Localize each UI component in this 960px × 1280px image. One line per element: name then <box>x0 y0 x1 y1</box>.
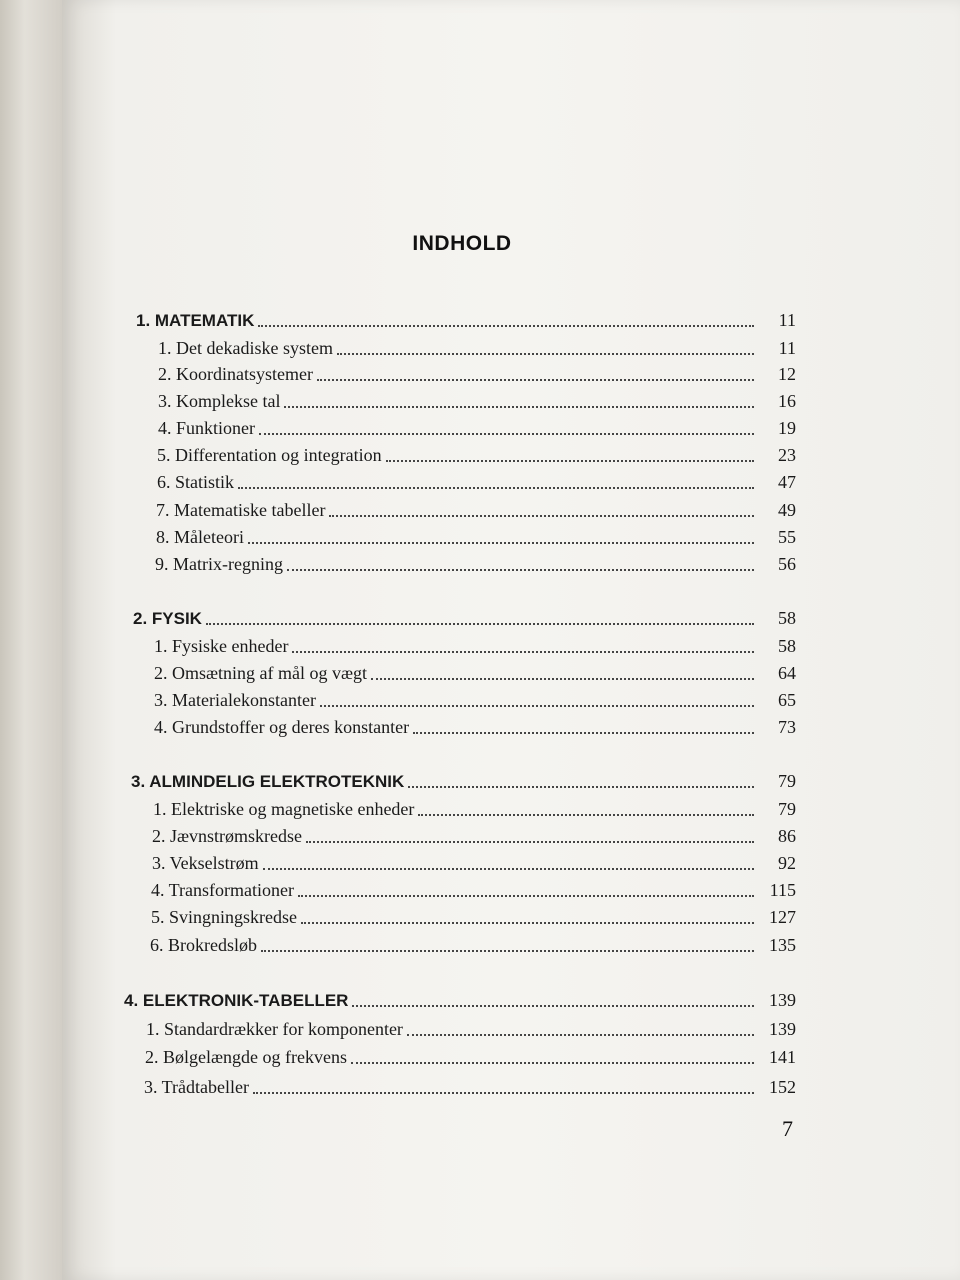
dot-leader <box>259 429 754 435</box>
toc-item-page: 64 <box>778 663 796 683</box>
toc-item-label: 3. Vekselstrøm <box>152 853 259 873</box>
toc-item-label: 7. Matematiske tabeller <box>156 500 326 520</box>
toc-item-label: 4. Transformationer <box>151 880 294 900</box>
toc-item <box>156 527 796 548</box>
toc-section-fysik <box>133 608 796 629</box>
dot-leader <box>407 1030 754 1036</box>
dot-leader <box>301 918 754 924</box>
toc-item-page: 47 <box>778 472 796 492</box>
dot-leader <box>306 837 754 843</box>
section-heading: 4. ELEKTRONIK-TABELLER <box>124 991 349 1010</box>
dot-leader <box>248 538 754 544</box>
toc-item-label: 4. Funktioner <box>158 418 255 438</box>
dot-leader <box>253 1088 754 1094</box>
page-title: INDHOLD <box>412 232 512 255</box>
toc-item-page: 79 <box>778 799 796 819</box>
toc-item <box>151 880 796 901</box>
toc-item <box>144 1077 796 1098</box>
toc-item-page: 16 <box>778 391 796 411</box>
dot-leader <box>258 321 754 327</box>
toc-item <box>154 663 796 684</box>
page-number: 7 <box>782 1116 793 1141</box>
toc-item-label: 2. Jævnstrømskredse <box>152 826 302 846</box>
toc-item-label: 2. Bølgelængde og frekvens <box>145 1047 347 1067</box>
toc-section-almindelig-elektroteknik <box>131 771 796 792</box>
dot-leader <box>329 511 754 517</box>
toc-item-label: 3. Komplekse tal <box>158 391 281 411</box>
toc-item-page: 92 <box>778 853 796 873</box>
toc-item-page: 11 <box>778 338 796 358</box>
toc-item-label: 2. Koordinatsystemer <box>158 364 313 384</box>
toc-item <box>152 826 796 847</box>
toc-section-matematik <box>136 310 796 331</box>
toc-item <box>158 338 796 359</box>
toc-item <box>158 418 796 439</box>
toc-item <box>154 717 796 738</box>
dot-leader <box>261 946 754 952</box>
toc-item <box>157 445 796 466</box>
dot-leader <box>386 456 754 462</box>
toc-item-label: 1. Standardrækker for komponenter <box>146 1019 403 1039</box>
toc-item-page: 115 <box>769 880 796 900</box>
toc-item <box>151 907 796 928</box>
section-page: 58 <box>778 608 796 628</box>
toc-item-page: 19 <box>778 418 796 438</box>
toc-item-page: 12 <box>778 364 796 384</box>
dot-leader <box>337 349 754 355</box>
dot-leader <box>371 674 754 680</box>
toc-item-page: 127 <box>769 907 796 927</box>
dot-leader <box>351 1058 754 1064</box>
toc-item-label: 8. Måleteori <box>156 527 244 547</box>
toc-item-page: 23 <box>778 445 796 465</box>
toc-item <box>158 391 796 412</box>
toc-item-page: 152 <box>769 1077 796 1097</box>
dot-leader <box>263 864 754 870</box>
section-page: 139 <box>769 990 796 1010</box>
dot-leader <box>352 1001 754 1007</box>
dot-leader <box>320 701 754 707</box>
toc-item-label: 1. Fysiske enheder <box>154 636 289 656</box>
dot-leader <box>298 891 754 897</box>
dot-leader <box>317 375 754 381</box>
toc-item-label: 6. Brokredsløb <box>150 935 257 955</box>
toc-item-label: 3. Materialekonstanter <box>154 690 316 710</box>
toc-item-page: 49 <box>778 500 796 520</box>
dot-leader <box>292 647 754 653</box>
toc-item-label: 3. Trådtabeller <box>144 1077 249 1097</box>
toc-item-page: 65 <box>778 690 796 710</box>
toc-item <box>154 636 796 657</box>
toc-item-page: 86 <box>778 826 796 846</box>
section-page: 11 <box>778 310 796 330</box>
toc-item <box>155 554 796 575</box>
toc-item-page: 139 <box>769 1019 796 1039</box>
toc-item-label: 1. Elektriske og magnetiske enheder <box>153 799 415 819</box>
section-heading: 3. ALMINDELIG ELEKTROTEKNIK <box>131 772 405 791</box>
toc-item-label: 6. Statistik <box>157 472 235 492</box>
toc-item <box>154 690 796 711</box>
toc-item-label: 9. Matrix-regning <box>155 554 283 574</box>
dot-leader <box>413 728 754 734</box>
section-heading: 2. FYSIK <box>133 609 202 628</box>
toc-item <box>157 472 796 493</box>
toc-item-label: 4. Grundstoffer og deres konstanter <box>154 717 410 737</box>
toc-item <box>153 799 796 820</box>
toc-item <box>150 935 796 956</box>
book-spine <box>0 0 62 1280</box>
section-heading: 1. MATEMATIK <box>136 311 255 330</box>
toc-item-page: 135 <box>769 935 796 955</box>
dot-leader <box>418 810 754 816</box>
toc-item <box>152 853 796 874</box>
toc-item-label: 2. Omsætning af mål og vægt <box>154 663 367 683</box>
section-page: 79 <box>778 771 796 791</box>
toc-item-page: 58 <box>778 636 796 656</box>
dot-leader <box>287 565 754 571</box>
toc-item-page: 55 <box>778 527 796 547</box>
toc-section-elektronik-tabeller <box>124 990 796 1011</box>
dot-leader <box>284 402 754 408</box>
toc-item <box>156 500 796 521</box>
toc-item-page: 141 <box>769 1047 796 1067</box>
toc-item-label: 5. Svingningskredse <box>151 907 297 927</box>
toc-item-page: 73 <box>778 717 796 737</box>
toc-item <box>158 364 796 385</box>
toc-item <box>145 1047 796 1068</box>
dot-leader <box>238 483 754 489</box>
toc-item-label: 1. Det dekadiske system <box>158 338 333 358</box>
dot-leader <box>408 782 754 788</box>
toc-item-page: 56 <box>778 554 796 574</box>
toc-item-label: 5. Differentation og integration <box>157 445 382 465</box>
dot-leader <box>206 619 754 625</box>
toc-item <box>146 1019 796 1040</box>
